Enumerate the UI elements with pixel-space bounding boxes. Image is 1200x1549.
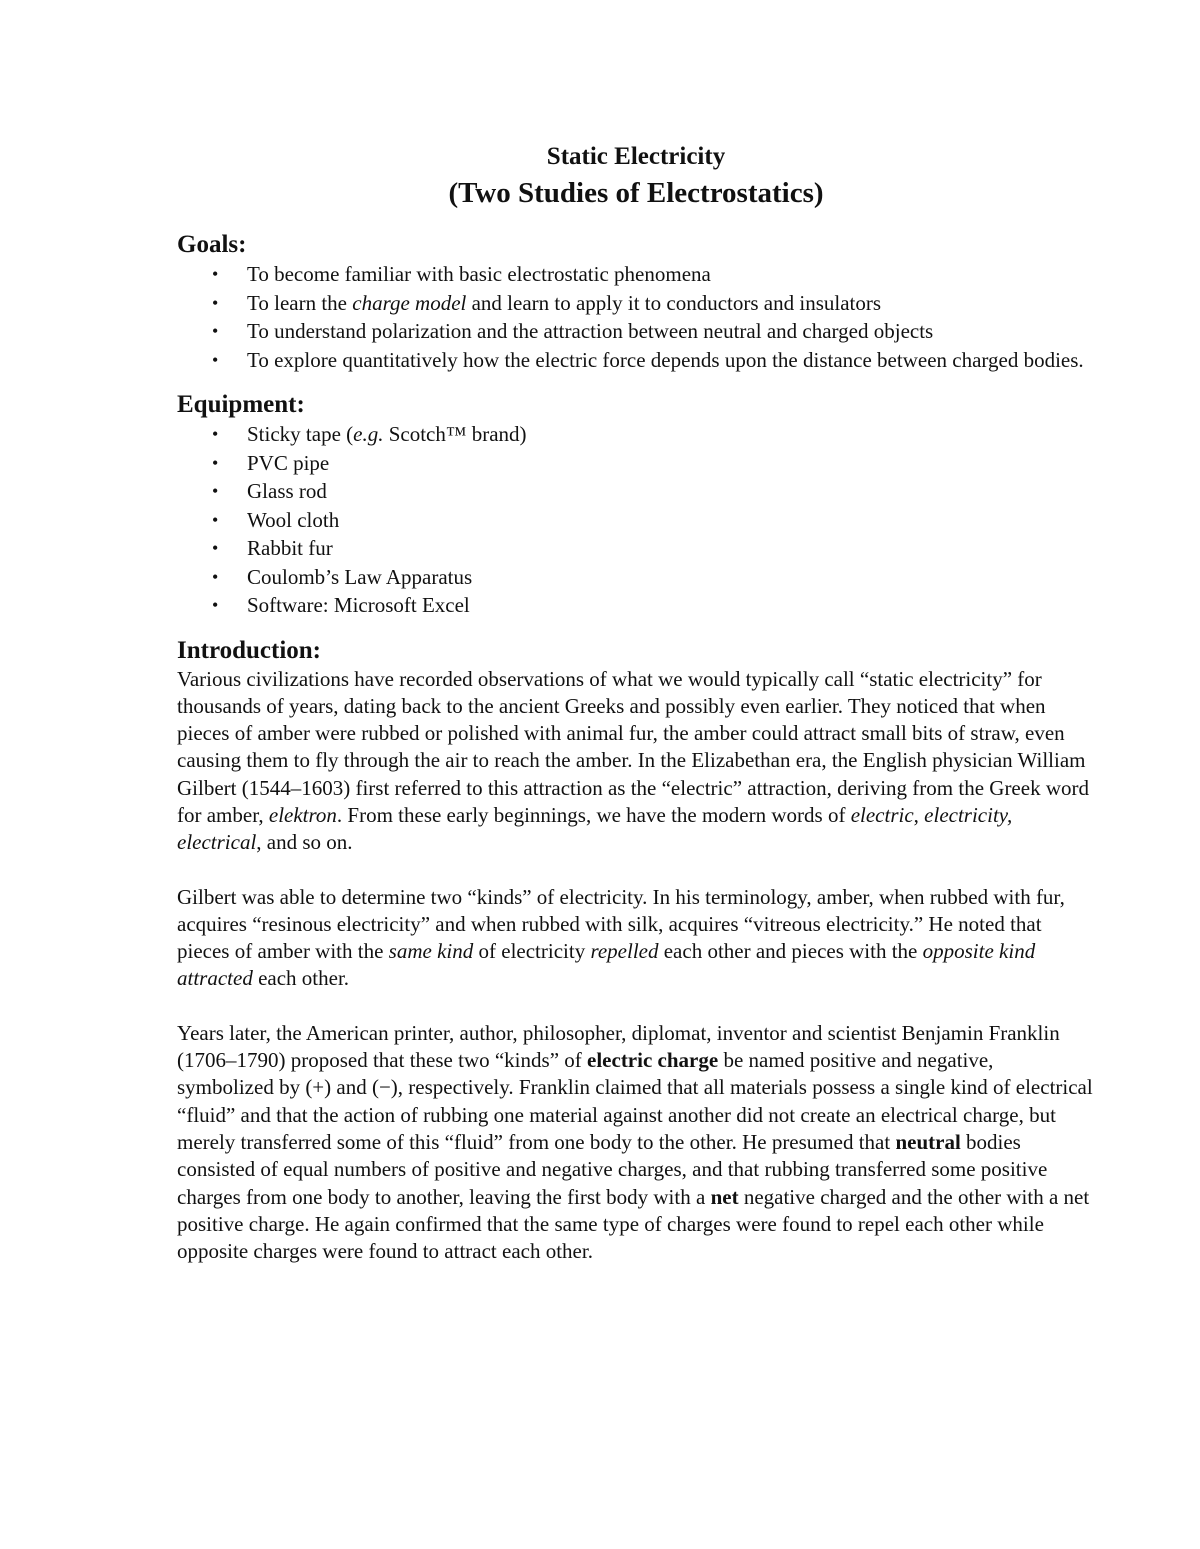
goals-item-text: To explore quantitatively how the electric force depends upon the distance between charged bodies. [247,347,1084,372]
goals-heading: Goals: [177,231,247,258]
paragraph-text: Various civilizations have recorded observations of what we would typically call “static electricity” for thousands of years, dating back to the ancient Greeks and possibly even earlier. They noticed that when pieces of amber were rubbed or polished with animal fur, the amber could attract small bits of straw, even causing them to fly through the air to reach the amber. In the Elizabethan era, the English physician William Gilbert (1544–1603) first referred to this attraction as the “electric” attraction, deriving from the Greek word for amber, [177,666,1089,827]
paragraph-text: Years later, the American printer, author, philosopher, diplomat, inventor and scientist Benjamin Franklin (1706–1790) proposed that these two “kinds” of [177,1020,1060,1073]
equipment-item-text: Sticky tape ( [247,422,354,446]
bullet-icon: • [212,349,219,370]
bullet-icon: • [212,481,219,501]
equipment-item-text: Scotch™ brand) [383,422,527,446]
paragraph-text: , and so on. [256,830,353,855]
paragraph-emphasis: opposite kind attracted [177,939,1036,991]
document-title: Static Electricity [546,143,726,170]
bullet-icon: • [212,566,219,587]
paragraph-strong: electric charge [587,1048,719,1073]
introduction-heading: Introduction: [177,636,322,664]
equipment-item-text: Wool cloth [247,507,340,532]
paragraph-text: Gilbert was able to determine two “kinds” of electricity. In his terminology, amber, when rubbed with fur, acquires “resinous electricity” and when rubbed with silk, acquires “vitreous electricity.” He noted that pieces of amber with the [177,884,1065,964]
paragraph-emphasis: electric [850,802,914,827]
goals-item [177,317,1095,346]
goals-item-text: and learn to apply it to conductors and insulators [466,290,882,315]
paragraph-text: of electricity [473,939,591,964]
goals-list [177,260,1095,374]
equipment-item [177,563,1095,592]
bullet-icon: • [212,538,219,558]
paragraph-emphasis: repelled [590,939,659,964]
equipment-item-text: Glass rod [247,479,327,503]
bullet-icon: • [212,595,219,615]
equipment-item [177,534,1095,563]
paragraph-strong: net [710,1184,739,1209]
paragraph-emphasis: same kind [388,939,474,964]
goals-item-text: To become familiar with basic electrostatic phenomena [247,262,711,286]
paragraph-text: each other. [252,966,350,991]
goals-item [177,289,1095,318]
goals-item [177,346,1095,375]
document-subtitle: (Two Studies of Electrostatics) [448,177,824,209]
bullet-icon: • [212,509,219,530]
paragraph-text: . From these early beginnings, we have the modern words of [336,802,851,827]
paragraph-text: be named positive and negative, symbolized by (+) and (−), respectively. Franklin claimed that all materials possess a single kind of electrical “fluid” and that the action of rubbing one material against another did not create an electrical charge, but merely transferred some of this “fluid” from one body to the other. He presumed that [177,1048,1093,1154]
equipment-item-text: Coulomb’s Law Apparatus [247,564,473,589]
goals-item-text: To learn the [247,290,353,315]
goals-item-text: To understand polarization and the attraction between neutral and charged objects [247,319,934,343]
paragraph-text: bodies consisted of equal numbers of positive and negative charges, and that rubbing transferred some positive charges from one body to another, leaving the first body with a [177,1129,1048,1209]
introduction-paragraph-1 [177,666,1095,857]
equipment-item [177,420,1095,449]
equipment-item-text: Software: Microsoft Excel [247,593,470,617]
equipment-item-emphasis: e.g. [353,422,384,446]
bullet-icon: • [212,321,219,341]
document-page [177,140,1095,1265]
goals-item [177,260,1095,289]
equipment-list [177,420,1095,620]
equipment-item [177,477,1095,506]
paragraph-strong: neutral [895,1129,961,1154]
paragraph-text: , [913,802,925,827]
introduction-paragraph-2 [177,884,1095,993]
equipment-item-text: PVC pipe [247,450,330,475]
paragraph-text: each other and pieces with the [658,939,923,964]
introduction-paragraph-3 [177,1020,1095,1266]
equipment-item [177,449,1095,478]
bullet-icon: • [212,424,219,444]
paragraph-text: negative charged and the other with a net positive charge. He again confirmed that the same type of charges were found to repel each other while opposite charges were found to attract each other. [177,1184,1090,1264]
bullet-icon: • [212,452,219,473]
equipment-item [177,506,1095,535]
paragraph-emphasis: elektron [268,802,337,827]
equipment-item-text: Rabbit fur [247,536,333,560]
bullet-icon: • [212,292,219,313]
equipment-heading: Equipment: [177,391,305,418]
goals-item-emphasis: charge model [352,290,467,315]
bullet-icon: • [212,264,219,284]
paragraph-emphasis: electricity, electrical [177,802,1013,855]
equipment-item [177,591,1095,620]
